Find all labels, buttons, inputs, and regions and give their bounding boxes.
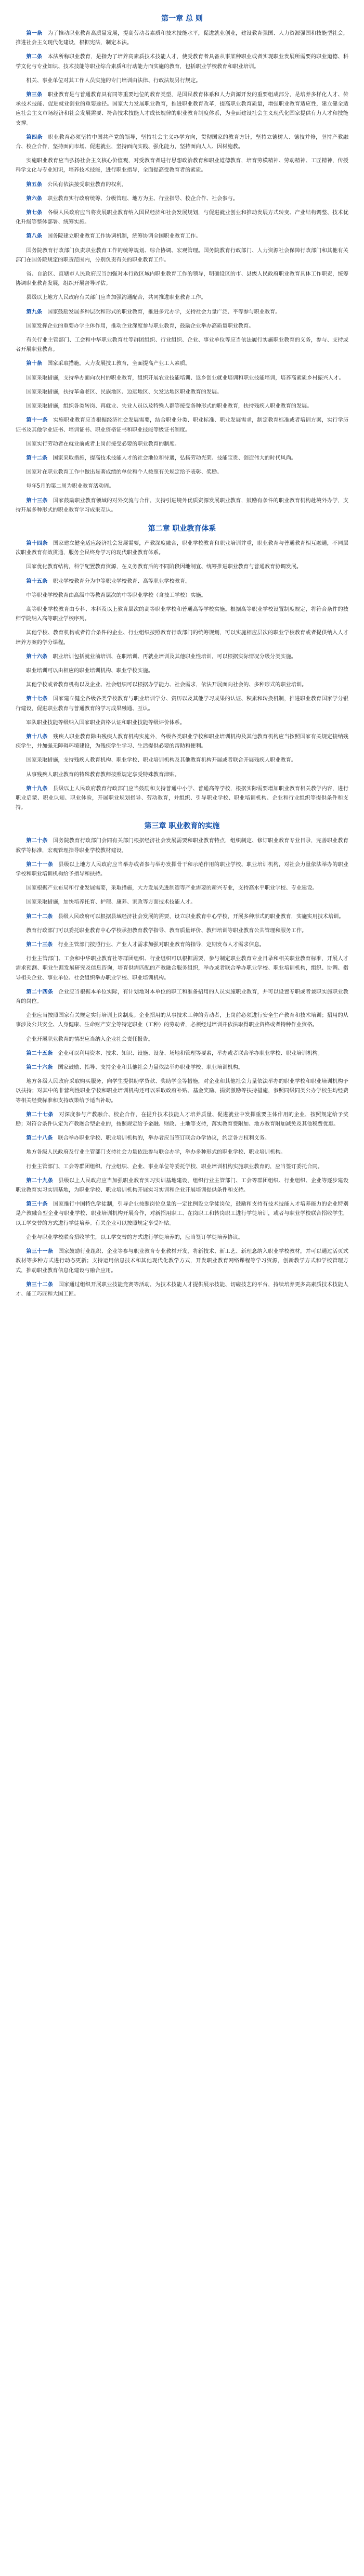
article-text: 高等职业学校教育由专科、本科及以上教育层次的高等职业学校和普通高等学校实施。根据高等职业学校设置制度规定，将符合条件的技师学院纳入高等职业学校序列。 xyxy=(16,606,348,622)
article-paragraph xyxy=(16,53,348,71)
article-text: 机关、事业单位对其工作人员实施的专门培训由法律、行政法规另行规定。 xyxy=(26,77,201,84)
article-text: 企业与职业学校联合招收学生，以工学交替的方式进行学徒培养的，应当签订学徒培养协议。 xyxy=(26,1234,244,1240)
article-text: 国家鼓励发展多种层次和形式的职业教育，推进多元办学，支持社会力量广泛、平等参与职业教育。 xyxy=(47,309,281,315)
article-paragraph xyxy=(16,374,348,383)
article-paragraph xyxy=(16,563,348,572)
article-text: 地方各级人民政府及行业主管部门支持社会力量依法参与联合办学，举办多种形式的职业学校、职业培训机构。 xyxy=(26,1149,286,1156)
article-text: 县级以上人民政府教育行政部门应当鼓励和支持普通中小学、普通高等学校，根据实际需要增加职业教育相关教学内容，进行职业启蒙、职业认知、职业体验，开展职业规划指导、劳动教育，并组织、引导职业学校、职业培训机构、企业和行业组织等提供条件和支持。 xyxy=(16,786,349,811)
article-text: 国家优化教育结构，科学配置教育资源，在义务教育后的不同阶段因地制宜、统筹推进职业教育与普通教育协调发展。 xyxy=(26,564,302,570)
article-paragraph xyxy=(16,180,348,190)
article-text: 从事残疾人职业教育的特殊教育教师按照规定享受特殊教育津贴。 xyxy=(26,772,180,778)
article-paragraph xyxy=(16,1148,348,1157)
article-paragraph xyxy=(16,293,348,303)
article-number: 第十三条 xyxy=(26,498,48,504)
article-number: 第二十四条 xyxy=(26,989,54,995)
article-paragraph xyxy=(16,1162,348,1172)
article-paragraph xyxy=(16,884,348,893)
article-number: 第二条 xyxy=(26,54,43,60)
article-text: 国家通过组织开展职业技能竞赛等活动，为技术技能人才提供展示技能、切磋技艺的平台，持续培养更多高素质技术技能人才、能工巧匠和大国工匠。 xyxy=(16,1282,349,1297)
article-paragraph xyxy=(16,76,348,86)
article-number: 第十五条 xyxy=(26,578,48,584)
article-paragraph xyxy=(16,591,348,600)
article-number: 第十六条 xyxy=(26,653,48,660)
article-paragraph xyxy=(16,496,348,515)
article-text: 各级人民政府应当将发展职业教育纳入国民经济和社会发展规划，与促进就业创业和推动发展方式转变、产业结构调整、技术优化升级等整体部署、统筹实施。 xyxy=(16,210,349,226)
article-text: 国家建立健全各级各类学校教育与职业培训学分、资历以及其他学习成果的认证、积累和转换机制，推进职业教育国家学分银行建设，促进职业教育与普通教育的学习成果融通、互认。 xyxy=(16,696,349,712)
article-number: 第二十九条 xyxy=(26,1178,54,1184)
article-number: 第二十六条 xyxy=(26,1065,53,1071)
article-paragraph xyxy=(16,29,348,48)
article-number: 第十一条 xyxy=(26,417,48,424)
article-number: 第十七条 xyxy=(26,696,48,702)
article-paragraph xyxy=(16,1233,348,1243)
article-paragraph xyxy=(16,539,348,558)
article-paragraph xyxy=(16,988,348,1006)
article-number: 第二十八条 xyxy=(26,1135,53,1142)
article-text: 国家采取措施，加快培养托育、护理、康养、家政等方面技术技能人才。 xyxy=(26,899,196,906)
article-text: 国务院教育行政部门会同有关部门根据经济社会发展需要和职业教育特点，组织制定、修订职业教育专业目录，完善职业教育教学等标准，宏观管理指导职业学校教材建设。 xyxy=(16,838,349,854)
article-paragraph xyxy=(16,577,348,586)
article-text: 国家采取措施，大力发展技工教育，全面提高产业工人素质。 xyxy=(47,361,191,367)
article-paragraph xyxy=(16,402,348,411)
article-text: 实施职业教育应当根据经济社会发展需要，结合职业分类、职业标准、职业发展需求，制定教育标准或者培训方案，实行学历证书及其他学业证书、培训证书、职业资格证书和职业技能等级证书制度。 xyxy=(16,417,349,433)
article-text: 残疾人职业教育除由残疾人教育机构实施外，各级各类职业学校和职业培训机构及其他教育机构应当按照国家有关规定接纳残疾学生，并加强无障碍环境建设，为残疾学生学习、生活提供必要的帮助和便利。 xyxy=(16,734,349,750)
article-text: 省、自治区、直辖市人民政府应当加强对本行政区域内职业教育工作的领导，明确设区的市、县级人民政府职业教育具体工作职责，统筹协调职业教育发展，组织开展督导评估。 xyxy=(16,271,348,287)
article-text: 职业教育是与普通教育具有同等重要地位的教育类型，是国民教育体系和人力资源开发的重要组成部分，是培养多样化人才、传承技术技能、促进就业创业的重要途径。国家大力发展职业教育，推进职业教育改革，提高职业教育质量，增强职业教育适应性，建立健全适应社会主义市场经济和社会发展需要、符合技术技能人才成长规律的职业教育制度体系，为全面建设社会主义现代化国家提供有力人才和技能支撑。 xyxy=(16,92,349,126)
article-paragraph xyxy=(16,681,348,690)
article-number: 第二十一条 xyxy=(26,861,54,868)
article-text: 中等职业学校教育由高级中等教育层次的中等职业学校（含技工学校）实施。 xyxy=(26,592,206,598)
article-text: 县级以上人民政府应当加强职业教育实习实训基地建设，组织行业主管部门、工会等群团组织、行业组织、企业等逐步建设职业教育实习实训基地，为职业学校、职业培训机构开展实习实训和企业开展培训提供条件和支持。 xyxy=(16,1178,349,1194)
article-text: 县级以上地方人民政府有关部门应当加强沟通配合，共同推进职业教育工作。 xyxy=(26,295,206,301)
article-paragraph xyxy=(16,1280,348,1299)
article-paragraph xyxy=(16,1176,348,1195)
article-number: 第七条 xyxy=(26,210,43,216)
article-number: 第三十二条 xyxy=(26,1282,54,1288)
article-text: 国务院建立职业教育工作协调机制，统筹协调全国职业教育工作。 xyxy=(47,233,201,240)
article-number: 第一条 xyxy=(26,31,43,36)
article-number: 第十条 xyxy=(26,361,42,367)
chapter-title: 第二章 职业教育体系 xyxy=(148,524,216,533)
article-text: 有关行业主管部门、工会和中华职业教育社等群团组织、行业组织、企业、事业单位等应当依法履行实施职业教育的义务，参与、支持或者开展职业教育。 xyxy=(16,337,348,353)
article-paragraph xyxy=(16,605,348,624)
article-paragraph xyxy=(16,1134,348,1143)
article-text: 国务院教育行政部门负责职业教育工作的统筹规划、综合协调、宏观管理。国务院教育行政部门、人力资源社会保障行政部门和其他有关部门在国务院规定的职责范围内，分别负责有关的职业教育工作。 xyxy=(16,247,348,263)
article-text: 国家采取措施，支持举办面向农村的职业教育，组织开展农业技能培训、返乡创业就业培训和职业技能培训，培养高素质乡村振兴人才。 xyxy=(26,375,344,381)
article-text: 联合举办职业学校、职业培训机构的，举办者应当签订联合办学协议，约定各方权利义务。 xyxy=(58,1135,270,1142)
article-paragraph xyxy=(16,912,348,922)
article-paragraph xyxy=(16,454,348,463)
article-text: 县级以上地方人民政府应当举办或者参与举办发挥骨干和示范作用的职业学校、职业培训机构，对社会力量依法举办的职业学校和职业培训机构给予指导和扶持。 xyxy=(16,861,349,877)
article-paragraph xyxy=(16,308,348,317)
article-text: 职业教育必须坚持中国共产党的领导，坚持社会主义办学方向，贯彻国家的教育方针，坚持立德树人、德技并修，坚持产教融合、校企合作，坚持面向市场、促进就业，坚持面向实践、强化能力，坚持面向人人、因材施教。 xyxy=(16,134,349,150)
article-paragraph xyxy=(16,756,348,765)
article-paragraph xyxy=(16,695,348,713)
article-paragraph xyxy=(16,468,348,477)
article-text: 国家采取措施，提高技术技能人才的社会地位和待遇，弘扬劳动光荣、技能宝贵、创造伟大的时代风尚。 xyxy=(53,455,296,461)
article-paragraph xyxy=(16,770,348,780)
article-text: 企业应当按照国家有关规定实行培训上岗制度。企业招用的从事技术工种的劳动者，上岗前必须进行安全生产教育和技术培训；招用的从事涉及公共安全、人身健康、生命财产安全等特定职业（工种）的劳动者，必须经过培训并依法取得职业资格或者特种作业资格。 xyxy=(16,1013,348,1028)
article-text: 行业主管部门按照行业、产业人才需求加强对职业教育的指导，定期发布人才需求信息。 xyxy=(58,942,265,948)
article-paragraph xyxy=(16,270,348,289)
article-number: 第八条 xyxy=(26,233,42,240)
article-text: 职业学校教育分为中等职业学校教育、高等职业学校教育。 xyxy=(53,578,191,584)
article-text: 为了推动职业教育高质量发展，提高劳动者素质和技术技能水平，促进就业创业，建设教育强国、人力资源强国和技能型社会，推进社会主义现代化建设，根据宪法，制定本法。 xyxy=(16,31,349,46)
article-paragraph xyxy=(16,156,348,175)
article-text: 行业主管部门、工会等群团组织、行业组织、企业、事业单位等委托学校、职业培训机构实施职业教育的，应当签订委托合同。 xyxy=(26,1163,323,1170)
article-text: 国家推行中国特色学徒制，引导企业按照岗位总量的一定比例设立学徒岗位，鼓励和支持有技术技能人才培养能力的企业特别是产教融合型企业与职业学校、职业培训机构开展合作，对新招用职工、在岗职工和转岗职工进行学徒培训，或者与职业学校联合招收学生，以工学交替的方式进行学徒培养。有关企业可以按照规定享受补贴。 xyxy=(16,1201,349,1226)
article-paragraph xyxy=(16,733,348,751)
article-number: 第三十一条 xyxy=(26,1249,54,1255)
article-text: 企业可以利用资本、技术、知识、设施、设备、场地和管理等要素，举办或者联合举办职业学校、职业培训机构。 xyxy=(58,1050,323,1056)
article-paragraph xyxy=(16,652,348,662)
document-body xyxy=(16,0,348,1309)
article-paragraph xyxy=(16,1035,348,1044)
article-paragraph xyxy=(16,1200,348,1228)
article-paragraph xyxy=(16,90,348,128)
article-paragraph xyxy=(16,1110,348,1129)
article-number: 第三十条 xyxy=(26,1201,48,1208)
article-paragraph xyxy=(16,322,348,331)
article-text: 其他学校、教育机构或者符合条件的企业、行业组织按照教育行政部门的统筹规划，可以实施相应层次的职业学校教育或者提供纳入人才培养方案的学分课程。 xyxy=(16,630,348,646)
article-paragraph xyxy=(16,208,348,227)
article-text: 国家实行劳动者在就业前或者上岗前接受必要的职业教育的制度。 xyxy=(26,441,180,447)
article-paragraph xyxy=(16,440,348,449)
article-paragraph xyxy=(16,1063,348,1073)
article-text: 职业培训包括就业前培训、在职培训、再就业培训及其他职业性培训，可以根据实际情况分级分类实施。 xyxy=(53,653,296,660)
article-text: 国家采取措施，组织各类转岗、再就业、失业人员以及特殊人群等接受各种形式的职业教育，扶持残疾人职业教育的发展。 xyxy=(26,403,313,410)
article-text: 国家鼓励、指导、支持企业和其他社会力量依法举办职业学校、职业培训机构。 xyxy=(58,1065,244,1071)
article-paragraph xyxy=(16,718,348,728)
article-paragraph xyxy=(16,860,348,879)
article-text: 国家鼓励行业组织、企业等参与职业教育专业教材开发，将新技术、新工艺、新理念纳入职业学校教材，并可以通过活页式教材等多种方式进行动态更新；支持运用信息技术和其他现代化教学方式，开发职业教育网络课程等学习资源，创新教学方式和学校管理方式，推动职业教育信息化建设与融合应用。 xyxy=(16,1249,349,1274)
article-paragraph xyxy=(16,784,348,813)
article-paragraph xyxy=(16,940,348,950)
article-text: 行业主管部门、工会和中华职业教育社等群团组织、行业组织可以根据需要，参与制定职业教育专业目录和相关职业教育标准，开展人才需求预测、职业生涯发展研究及信息咨询，培育供需匹配的产教融合服务组织，举办或者联合举办职业学校、职业培训机构，组织、协调、指导相关企业、事业单位、社会组织举办职业学校、职业培训机构。 xyxy=(16,956,348,981)
article-text: 对深度参与产教融合、校企合作，在提升技术技能人才培养质量、促进就业中发挥重要主体作用的企业，按照规定给予奖励；对符合条件认定为产教融合型企业的，按照规定给予金融、财政、土地等支持，落实教育费附加、地方教育附加减免及其他税费优惠。 xyxy=(16,1112,349,1128)
article-paragraph xyxy=(16,416,348,435)
article-text: 国家采取措施，扶持革命老区、民族地区、边远地区、欠发达地区职业教育的发展。 xyxy=(26,389,223,395)
article-number: 第十八条 xyxy=(26,734,48,740)
article-text: 教育行政部门可以委托职业教育中心学校承担教育教学指导、教育质量评价、教师培训等职业教育公共管理和服务工作。 xyxy=(26,927,307,934)
article-paragraph xyxy=(16,388,348,397)
article-text: 国家鼓励职业教育领域的对外交流与合作，支持引进境外优质资源发展职业教育，鼓励有条件的职业教育机构赴境外办学，支持开展多种形式的职业教育学习成果互认。 xyxy=(16,498,349,513)
article-number: 第五条 xyxy=(26,181,42,188)
article-text: 每年5月的第二周为职业教育活动周。 xyxy=(26,483,114,490)
article-text: 企业开展职业教育的情况应当纳入企业社会责任报告。 xyxy=(26,1036,153,1042)
article-number: 第二十三条 xyxy=(26,942,53,948)
article-paragraph xyxy=(16,954,348,983)
article-paragraph xyxy=(16,1049,348,1058)
article-paragraph xyxy=(16,133,348,152)
article-paragraph xyxy=(16,194,348,204)
article-number: 第三条 xyxy=(26,92,43,98)
article-text: 县级人民政府可以根据县域经济社会发展的需要，设立职业教育中心学校，开展多种形式的职业教育，实施实用技术培训。 xyxy=(58,913,344,920)
chapter-title: 第一章 总 则 xyxy=(161,15,203,23)
article-text: 军队职业技能等级纳入国家职业资格认证和职业技能等级评价体系。 xyxy=(26,720,186,726)
article-paragraph xyxy=(16,336,348,355)
article-text: 职业教育实行政府统筹、分级管理、地方为主、行业指导、校企合作、社会参与。 xyxy=(47,195,238,202)
article-paragraph xyxy=(16,1077,348,1106)
article-text: 国家对在职业教育工作中做出显著成绩的单位和个人按照有关规定给予表彰、奖励。 xyxy=(26,469,223,476)
article-paragraph xyxy=(16,232,348,241)
article-paragraph xyxy=(16,666,348,676)
article-text: 企业应当根据本单位实际，有计划地对本单位的职工和准备招用的人员实施职业教育，并可以设置专职或者兼职实施职业教育的岗位。 xyxy=(16,989,349,1005)
article-number: 第十四条 xyxy=(26,540,48,546)
article-number: 第二十五条 xyxy=(26,1050,53,1056)
article-paragraph xyxy=(16,836,348,855)
article-paragraph xyxy=(16,1011,348,1030)
article-number: 第二十七条 xyxy=(26,1112,54,1118)
article-paragraph xyxy=(16,359,348,369)
article-text: 职业培训可以由相应的职业培训机构、职业学校实施。 xyxy=(26,668,153,674)
article-number: 第四条 xyxy=(26,134,43,140)
article-number: 第九条 xyxy=(26,309,42,315)
article-number: 第二十二条 xyxy=(26,913,53,920)
chapter-title: 第三章 职业教育的实施 xyxy=(144,822,220,831)
article-paragraph xyxy=(16,898,348,907)
article-number: 第二十条 xyxy=(26,838,48,844)
article-number: 第十二条 xyxy=(26,455,48,461)
article-text: 实施职业教育应当弘扬社会主义核心价值观，对受教育者进行思想政治教育和职业道德教育，培育劳模精神、劳动精神、工匠精神，传授科学文化与专业知识，培养技术技能，进行职业指导，全面提高受教育者的素质。 xyxy=(16,158,348,174)
article-text: 国家建立健全适应经济社会发展需要，产教深度融合，职业学校教育和职业培训并重，职业教育与普通教育相互融通，不同层次职业教育有效贯通，服务全民终身学习的现代职业教育体系。 xyxy=(16,540,349,556)
article-text: 公民有依法接受职业教育的权利。 xyxy=(47,181,127,188)
article-text: 其他学校或者教育机构以及企业、社会组织可以根据办学能力、社会需求，依法开展面向社会的、多种形式的职业培训。 xyxy=(26,682,307,688)
article-paragraph xyxy=(16,629,348,647)
article-text: 地方各级人民政府采取购买服务，向学生提供助学贷款、奖助学金等措施，对企业和其他社会力量依法举办的职业学校和职业培训机构予以扶持；对其中的非营利性职业学校和职业培训机构还可以采取政府补贴、基金奖励、捐资激励等扶持措施，参照同级同类公办学校生均经费等相关经费标准和支持政策给予适当补助。 xyxy=(16,1079,348,1104)
article-text: 国家发挥企业的重要办学主体作用，推动企业深度参与职业教育，鼓励企业举办高质量职业教育。 xyxy=(26,323,254,329)
article-text: 本法所称职业教育，是指为了培养高素质技术技能人才，使受教育者具备从事某种职业或者实现职业发展所需要的职业道德、科学文化与专业知识、技术技能等职业综合素质和行动能力而实施的教育，包括职业学校教育和职业培训。 xyxy=(16,54,349,70)
article-paragraph xyxy=(16,482,348,491)
article-paragraph xyxy=(16,926,348,936)
article-paragraph xyxy=(16,246,348,265)
article-number: 第六条 xyxy=(26,195,42,202)
article-number: 第十九条 xyxy=(26,786,48,792)
article-text: 国家采取措施，支持残疾人教育机构、职业学校、职业培训机构及其他教育机构开展或者联合开展残疾人职业教育。 xyxy=(26,757,296,764)
article-text: 国家根据产业布局和行业发展需要，采取措施，大力发展先进制造等产业需要的新兴专业，支持高水平职业学校、专业建设。 xyxy=(26,885,318,892)
article-paragraph xyxy=(16,1247,348,1276)
